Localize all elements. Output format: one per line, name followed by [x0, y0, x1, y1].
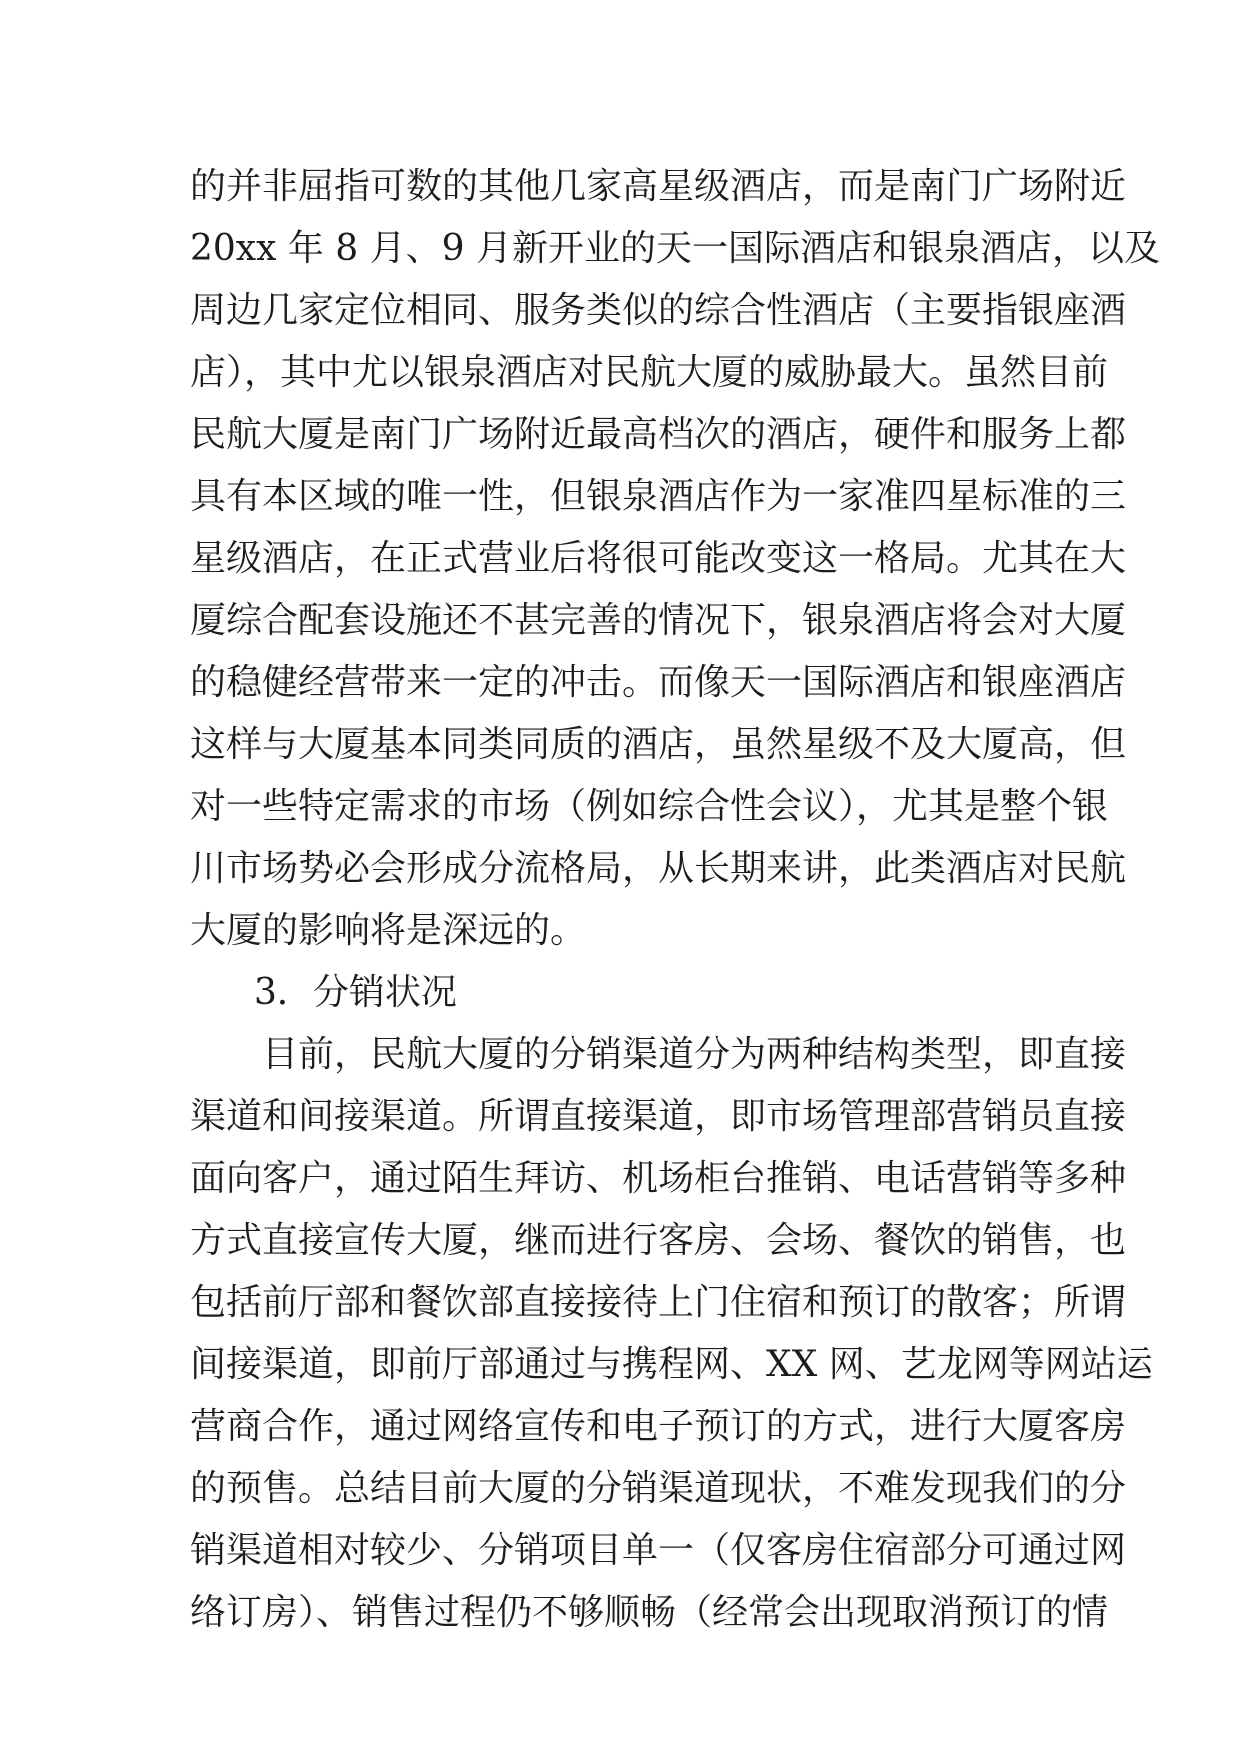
paragraph-line: 具有本区域的唯一性，但银泉酒店作为一家准四星标准的三	[190, 476, 1127, 517]
paragraph-line: 民航大厦是南门广场附近最高档次的酒店，硬件和服务上都	[190, 414, 1127, 455]
document-body	[190, 156, 1160, 1644]
paragraph-line: 方式直接宣传大厦，继而进行客房、会场、餐饮的销售，也	[190, 1220, 1127, 1261]
paragraph-line: 的稳健经营带来一定的冲击。而像天一国际酒店和银座酒店	[190, 662, 1127, 703]
paragraph-line: 的并非屈指可数的其他几家高星级酒店，而是南门广场附近	[190, 166, 1127, 207]
paragraph-line: 这样与大厦基本同类同质的酒店，虽然星级不及大厦高，但	[190, 724, 1127, 765]
paragraph-line: 间接渠道，即前厅部通过与携程网、XX 网、艺龙网等网站运	[190, 1344, 1153, 1385]
paragraph-line: 川市场势必会形成分流格局，从长期来讲，此类酒店对民航	[190, 848, 1127, 889]
paragraph-line: 厦综合配套设施还不甚完善的情况下，银泉酒店将会对大厦	[190, 600, 1127, 641]
paragraph-line: 大厦的影响将是深远的。	[190, 910, 587, 951]
paragraph-line: 包括前厅部和餐饮部直接接待上门住宿和预订的散客；所谓	[190, 1282, 1127, 1323]
paragraph-competition	[190, 156, 1160, 962]
paragraph-distribution	[190, 1024, 1153, 1644]
paragraph-line: 20xx 年 8 月、9 月新开业的天一国际酒店和银泉酒店，以及	[190, 228, 1160, 269]
paragraph-line: 渠道和间接渠道。所谓直接渠道，即市场管理部营销员直接	[190, 1096, 1127, 1137]
paragraph-line: 目前，民航大厦的分销渠道分为两种结构类型，即直接	[262, 1034, 1127, 1075]
paragraph-line: 面向客户，通过陌生拜访、机场柜台推销、电话营销等多种	[190, 1158, 1127, 1199]
paragraph-line: 销渠道相对较少、分销项目单一（仅客房住宿部分可通过网	[190, 1530, 1127, 1571]
paragraph-line: 星级酒店，在正式营业后将很可能改变这一格局。尤其在大	[190, 538, 1127, 579]
section-heading: 3．分销状况	[254, 972, 457, 1013]
paragraph-line: 的预售。总结目前大厦的分销渠道现状，不难发现我们的分	[190, 1468, 1127, 1509]
paragraph-line: 周边几家定位相同、服务类似的综合性酒店（主要指银座酒	[190, 290, 1127, 331]
paragraph-line: 营商合作，通过网络宣传和电子预订的方式，进行大厦客房	[190, 1406, 1127, 1447]
paragraph-line: 店），其中尤以银泉酒店对民航大厦的威胁最大。虽然目前	[190, 352, 1109, 393]
paragraph-line: 络订房）、销售过程仍不够顺畅（经常会出现取消预订的情	[190, 1592, 1109, 1633]
paragraph-line: 对一些特定需求的市场（例如综合性会议），尤其是整个银	[190, 786, 1109, 827]
